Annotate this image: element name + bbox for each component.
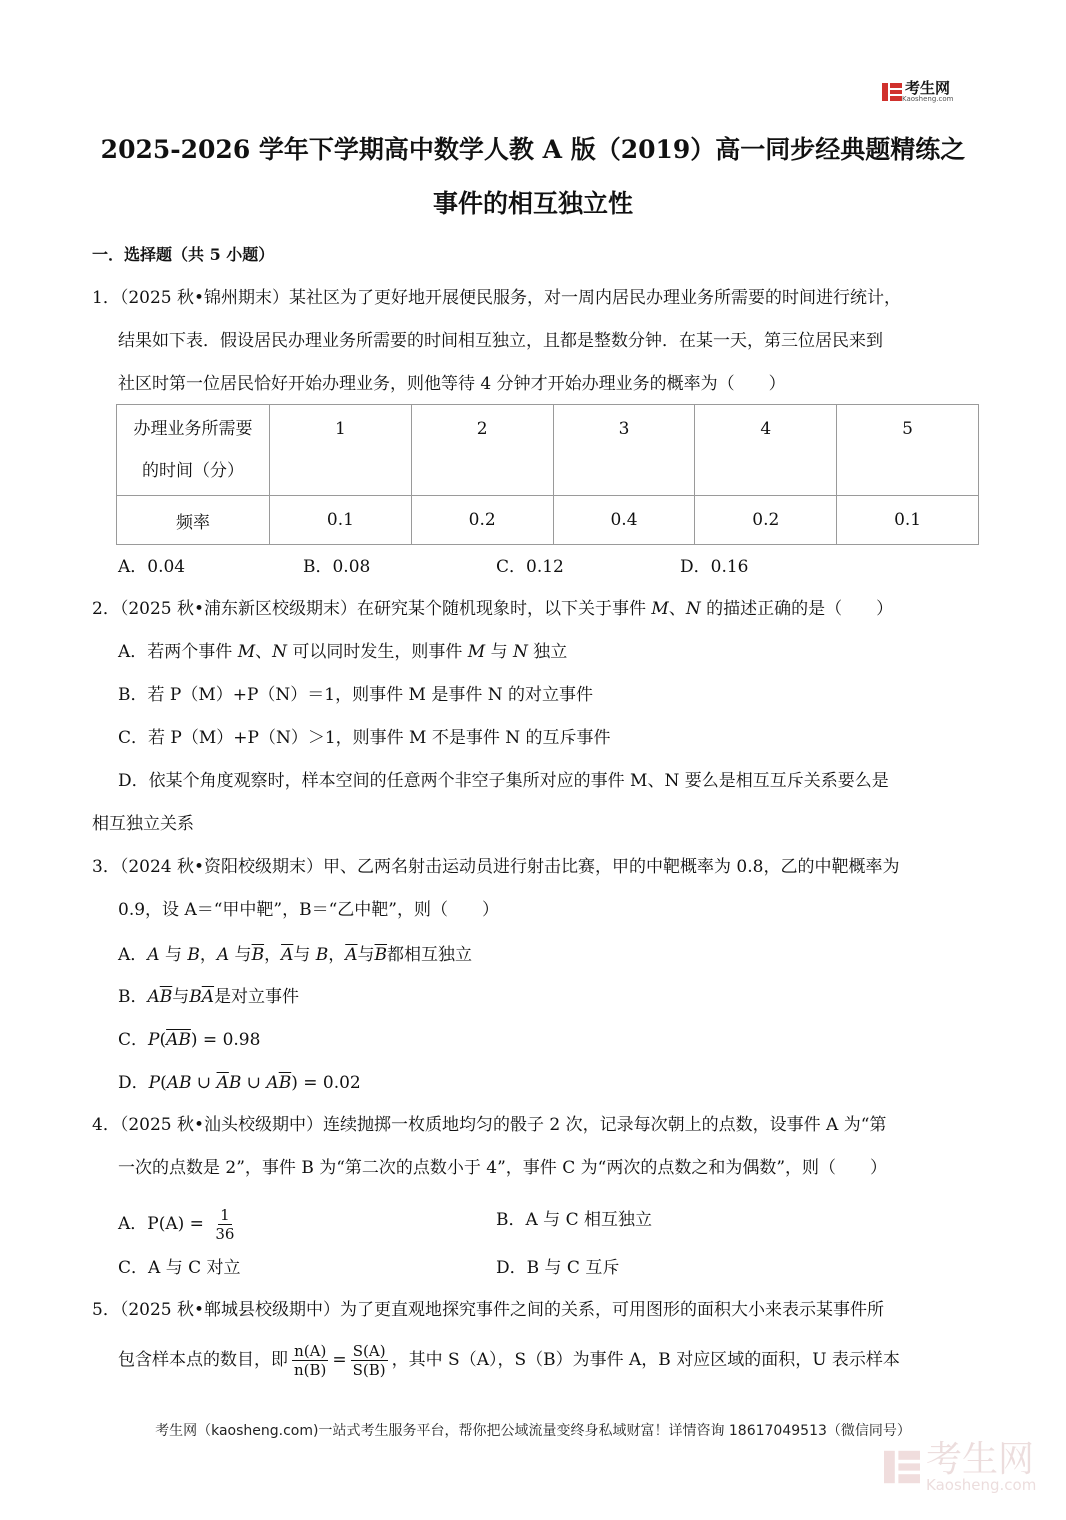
q1-option-a: A．0.04 — [118, 557, 186, 577]
fraction-denominator: S(B) — [352, 1361, 386, 1379]
table-row — [117, 405, 979, 496]
page-title-line1: 2025-2026 学年下学期高中数学人教 A 版（2019）高一同步经典题精练之 — [100, 135, 966, 164]
q5-line2: 包含样本点的数目，即 $\frac{n(A)}{n(B)}$ = $\frac{S(A)}{S(B)}$ ，其中 S（A），S（B）为事件 A，B 对应区域的面积，U 表示样本 — [118, 1342, 900, 1379]
q3-option-a: A．A 与 B，A 与$\overline{B}$，$\overline{A}$与 B，$\overline{A}$与$\overline{B}$都相互独立 — [118, 945, 473, 965]
q3-line1: 3．（2024 秋•资阳校级期末）甲、乙两名射击运动员进行射击比赛，甲的中靶概率为 0.8，乙的中靶概率为 — [92, 857, 900, 877]
q4-option-d: D．B 与 C 互斥 — [496, 1258, 620, 1278]
table-cell: 0.2 — [411, 496, 553, 545]
q2-option-c: C．若 P（M）+P（N）＞1，则事件 M 不是事件 N 的互斥事件 — [118, 728, 611, 748]
q2-option-d-line2: 相互独立关系 — [92, 814, 194, 834]
q5-line2-text: ，其中 S（A），S（B）为事件 A，B 对应区域的面积，U 表示样本 — [391, 1350, 900, 1370]
table-cell: 1 — [270, 405, 412, 496]
q2-option-d-line1: D．依某个角度观察时，样本空间的任意两个非空子集所对应的事件 M、N 要么是相互互斥关系要么是 — [118, 771, 889, 791]
q4-option-c: C．A 与 C 对立 — [118, 1258, 241, 1278]
fraction-numerator: 1 — [220, 1206, 230, 1224]
q2-option-a-text: 可以同时发生，则事件 — [286, 642, 468, 662]
table-cell: 2 — [411, 405, 553, 496]
q3-option-c-text: = 0.98 — [197, 1030, 261, 1050]
q1-line2: 结果如下表．假设居民办理业务所需要的时间相互独立，且都是整数分钟．在某一天，第三位居民来到 — [118, 331, 883, 351]
q2-option-a: A．若两个事件 M、N 可以同时发生，则事件 M 与 N 独立 — [118, 642, 568, 662]
q3-line2: 0.9，设 A＝“甲中靶”，B＝“乙中靶”，则（ ） — [118, 900, 499, 920]
kaosheng-logo-icon — [882, 81, 902, 103]
table-cell: 0.2 — [695, 496, 837, 545]
q2-option-a-text: 独立 — [527, 642, 568, 662]
q1-option-d: D．0.16 — [680, 557, 749, 577]
q3-option-b-text: 是对立事件 — [214, 987, 300, 1007]
q4-option-b: B．A 与 C 相互独立 — [496, 1210, 652, 1230]
watermark-sub: Kaosheng.com — [926, 1476, 1037, 1494]
table-header-cell — [117, 405, 270, 496]
q2-option-b: B．若 P（M）+P（N）＝1，则事件 M 是事件 N 的对立事件 — [118, 685, 594, 705]
q3-option-a-text: 都相互独立 — [387, 945, 473, 965]
fraction-denominator: 36 — [215, 1225, 235, 1243]
table-cell: 5 — [837, 405, 979, 496]
q4-line2: 一次的点数是 2”，事件 B 为“第二次的点数小于 4”，事件 C 为“两次的点数之和为偶数”，则（ ） — [118, 1158, 888, 1178]
table-cell: 0.4 — [553, 496, 695, 545]
page-title-line2: 事件的相互独立性 — [432, 189, 633, 218]
q5-fraction-s — [351, 1342, 388, 1379]
fraction-denominator: n(B) — [294, 1361, 327, 1379]
q4-line1: 4．（2025 秋•汕头校级期中）连续抛掷一枚质地均匀的骰子 2 次，记录每次朝上的点数，设事件 A 为“第 — [92, 1115, 887, 1135]
kaosheng-watermark-icon — [884, 1447, 920, 1487]
q3-option-d: D．P(AB ∪ $\overline{A}B$ ∪ $A\overline{B}) = 0.02$ — [118, 1073, 361, 1093]
section-heading: 一．选择题（共 5 小题） — [92, 245, 275, 264]
q2-option-a-text: 与 — [485, 642, 514, 662]
q5-fraction-n — [292, 1342, 328, 1379]
q4-option-a-text: A．P(A) = — [118, 1214, 210, 1234]
table-row-label: 频率 — [117, 496, 270, 545]
brand-logo — [882, 78, 954, 106]
q4-option-a-fraction — [213, 1206, 236, 1243]
logo-sub: Kaosheng.com — [902, 95, 954, 103]
q3-option-d-text: = 0.02 — [297, 1073, 361, 1093]
q2-stem-text: 2．（2025 秋•浦东新区校级期末）在研究某个随机现象时，以下关于事件 — [92, 599, 652, 619]
q5-line1: 5．（2025 秋•郸城县校级期中）为了更直观地探究事件之间的关系，可用图形的面积大小来表示某事件所 — [92, 1300, 885, 1320]
table-row — [117, 496, 979, 545]
q1-line1: 1．（2025 秋•锦州期末）某社区为了更好地开展便民服务，对一周内居民办理业务所需要的时间进行统计， — [92, 288, 902, 308]
q4-option-a — [118, 1206, 240, 1243]
table-cell: 0.1 — [837, 496, 979, 545]
page-footer: 考生网（kaosheng.com)一站式考生服务平台，帮你把公域流量变终身私域财富！详情咨询 18617049513（微信同号） — [155, 1423, 911, 1439]
q3-option-c: C．$P(\overline{AB}) = 0.98$ — [118, 1030, 261, 1050]
watermark — [884, 1439, 1037, 1494]
q1-line3: 社区时第一位居民恰好开始办理业务，则他等待 4 分钟才开始办理业务的概率为（ ） — [118, 374, 786, 394]
watermark-name: 考生网 — [926, 1439, 1035, 1480]
fraction-numerator: n(A) — [294, 1342, 327, 1360]
table-cell: 3 — [553, 405, 695, 496]
q2-option-a-text: A．若两个事件 — [118, 642, 238, 662]
fraction-numerator: S(A) — [352, 1342, 386, 1360]
logo-name: 考生网 — [905, 79, 951, 97]
table-header-line2: 的时间（分） — [142, 461, 244, 481]
q1-option-c: C．0.12 — [496, 557, 564, 577]
table-cell: 4 — [695, 405, 837, 496]
q2-stem-text: 的描述正确的是（ ） — [700, 599, 894, 619]
q5-line2-text: 包含样本点的数目，即 — [118, 1350, 288, 1370]
table-cell: 0.1 — [270, 496, 412, 545]
q1-table — [116, 404, 979, 545]
q2-stem: 2．（2025 秋•浦东新区校级期末）在研究某个随机现象时，以下关于事件 M、N 的描述正确的是（ ） — [92, 599, 894, 619]
table-header-line1: 办理业务所需要 — [133, 419, 253, 439]
q1-option-b: B．0.08 — [303, 557, 371, 577]
q3-option-b: B．$A\overline{B}$与$B\overline{A}$是对立事件 — [118, 987, 300, 1007]
